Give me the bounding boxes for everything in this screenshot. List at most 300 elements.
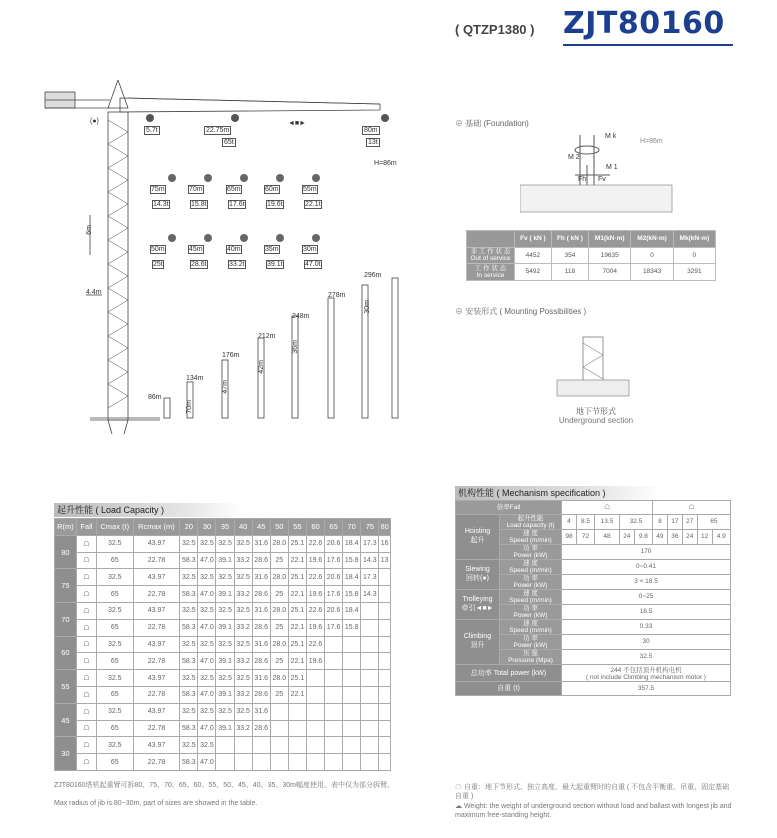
load-row — [55, 720, 391, 737]
load-col-header: R(m) — [55, 519, 77, 536]
section-42: 42m — [258, 360, 265, 374]
load-cell: 47.0 — [198, 586, 216, 603]
load-col-header: 50 — [270, 519, 288, 536]
cell: 13.5 — [595, 514, 620, 529]
hook-icon: ☖ — [76, 686, 96, 703]
power-label: 功 率 Power (kW) — [500, 544, 562, 559]
load-cell: 28.0 — [270, 636, 288, 653]
load-cell: 32.5 — [96, 535, 133, 552]
height-176: 176m — [222, 352, 240, 359]
jib-length: 70 — [55, 602, 77, 636]
col-header: M2(kN·m) — [631, 231, 673, 248]
load-cell — [288, 703, 306, 720]
load-cell — [379, 586, 391, 603]
load-cell — [379, 602, 391, 619]
load-cell — [270, 720, 288, 737]
fall-header: 倍率Fall — [456, 501, 562, 515]
load-cell: 25 — [270, 653, 288, 670]
hook-icon: ☖ — [76, 602, 96, 619]
load-cell — [361, 602, 379, 619]
load-footnote-en: Max radius of jib is 80~30m, part of sizes are showed in the table. — [54, 800, 258, 807]
load-cell: 65 — [96, 619, 133, 636]
load-cell: 13 — [379, 552, 391, 569]
hook-icon: ☖ — [76, 653, 96, 670]
load-cell: 33.2 — [234, 686, 252, 703]
load-cell — [325, 754, 343, 771]
cell: 32.5 — [619, 514, 652, 529]
cell: 19635 — [589, 247, 631, 264]
load-cell: 58.3 — [180, 619, 198, 636]
load-cell: 39.1 — [216, 686, 234, 703]
load-cell — [343, 754, 361, 771]
row-label: 非 工 作 状 态 Out of service — [467, 247, 515, 264]
title-underline — [563, 44, 733, 46]
load-cell: 32.5 — [96, 636, 133, 653]
load-cell — [343, 686, 361, 703]
cell: 24 — [619, 529, 634, 544]
load-cell: 28.6 — [252, 720, 270, 737]
load-cell: 47.0 — [198, 619, 216, 636]
cell: 4452 — [515, 247, 552, 264]
m2-label: M 2 — [568, 154, 580, 161]
load-cell: 58.3 — [180, 720, 198, 737]
cell: 49 — [652, 529, 667, 544]
jib-length: 55 — [55, 670, 77, 704]
load-cell: 65 — [96, 552, 133, 569]
load-cell: 43.97 — [133, 535, 180, 552]
load-cell: 28.0 — [270, 569, 288, 586]
load-cell: 17.3 — [361, 569, 379, 586]
load-cell — [325, 686, 343, 703]
load-cell: 47.0 — [198, 720, 216, 737]
load-col-header: Cmax (t) — [96, 519, 133, 536]
load-cell: 19.6 — [306, 552, 324, 569]
load-cell — [270, 737, 288, 754]
height-86: 86m — [148, 394, 162, 401]
load-row — [55, 586, 391, 603]
section-30: 30m — [364, 300, 371, 314]
cell: 0 — [673, 247, 715, 264]
load-cell — [325, 737, 343, 754]
hook-icon: ☖ — [76, 703, 96, 720]
mechanism-title: 机构性能 ( Mechanism specification ) — [455, 486, 660, 500]
load-cap-label: 起升性能 Load capacity (t) — [500, 514, 562, 529]
load-cell: 32.5 — [216, 670, 234, 687]
hook-radius: 30m — [303, 246, 317, 253]
load-cell: 43.97 — [133, 670, 180, 687]
load-row — [55, 686, 391, 703]
load-cell: 43.97 — [133, 602, 180, 619]
load-cell: 22.1 — [288, 552, 306, 569]
cell: 18343 — [631, 264, 673, 281]
load-cell: 32.5 — [180, 703, 198, 720]
load-cell: 32.5 — [180, 569, 198, 586]
hook-load: 28.6t — [191, 261, 207, 268]
load-cell — [270, 703, 288, 720]
load-cell: 58.3 — [180, 754, 198, 771]
load-row — [55, 569, 391, 586]
hook-load: 33.2t — [229, 261, 245, 268]
load-cell: 17.3 — [361, 535, 379, 552]
cell: 0.33 — [562, 619, 731, 634]
load-cell: 47.0 — [198, 754, 216, 771]
load-cell — [343, 653, 361, 670]
load-cell: 18.4 — [343, 535, 361, 552]
cell: 36 — [667, 529, 682, 544]
power-label: 功 率 Power (kW) — [500, 604, 562, 619]
load-col-header: Rcmax (m) — [133, 519, 180, 536]
load-cell: 32.5 — [234, 636, 252, 653]
load-cell: 32.5 — [216, 602, 234, 619]
load-cell — [325, 670, 343, 687]
load-cell: 39.1 — [216, 586, 234, 603]
load-cell: 58.3 — [180, 552, 198, 569]
load-cell: 22.1 — [288, 653, 306, 670]
load-cell: 22.6 — [306, 535, 324, 552]
model-subtitle: ( QTZP1380 ) — [455, 22, 535, 37]
hook-row-2 — [150, 245, 350, 275]
hook-icon: ☖ — [76, 737, 96, 754]
load-cell: 22.78 — [133, 586, 180, 603]
hook-icon: ☖ — [76, 535, 96, 552]
load-cell: 19.6 — [306, 619, 324, 636]
load-cell: 32.5 — [234, 703, 252, 720]
load-cell — [252, 754, 270, 771]
load-cell — [379, 720, 391, 737]
weight-note-cn: ☁ 自重：地下节形式、独立高度、最大起重臂时的自重 ( 不包含平衡重、吊重、固定基础自重 ) — [455, 784, 730, 800]
load-col-header: 45 — [252, 519, 270, 536]
cell: 72 — [576, 529, 594, 544]
load-cell — [379, 703, 391, 720]
cell: 32.5 — [562, 649, 731, 664]
load-cell — [270, 754, 288, 771]
load-cell: 43.97 — [133, 636, 180, 653]
load-cell: 25 — [270, 619, 288, 636]
mk-label: M k — [605, 133, 617, 140]
load-cell: 22.6 — [306, 569, 324, 586]
hook-radius: 35m — [265, 246, 279, 253]
hoisting-label: Hoisting 起升 — [456, 514, 500, 559]
climbing-label: Climbing 顶升 — [456, 619, 500, 664]
load-cell — [379, 737, 391, 754]
load-cell: 32.5 — [198, 535, 216, 552]
load-cell: 22.1 — [288, 586, 306, 603]
cell: 5492 — [515, 264, 552, 281]
col-header: Mk(kN·m) — [673, 231, 715, 248]
load-cell: 39.1 — [216, 552, 234, 569]
load-cell: 43.97 — [133, 703, 180, 720]
load-cell: 65 — [96, 720, 133, 737]
height-248: 248m — [292, 313, 310, 320]
load-cell — [361, 737, 379, 754]
cell: 8.5 — [576, 514, 594, 529]
load-cell: 25 — [270, 552, 288, 569]
load-cell: 22.6 — [306, 602, 324, 619]
cell: 3291 — [673, 264, 715, 281]
load-col-header: Fall — [76, 519, 96, 536]
load-cell: 32.5 — [234, 535, 252, 552]
load-col-header: 20 — [180, 519, 198, 536]
load-col-header: 30 — [198, 519, 216, 536]
load-cell — [306, 754, 324, 771]
hook-icon: ☖ — [76, 569, 96, 586]
fall-b: ☖ — [652, 501, 730, 515]
jib-length: 60 — [55, 636, 77, 670]
top-load-2: 65t — [224, 139, 234, 146]
load-cell: 32.5 — [216, 569, 234, 586]
load-cell — [379, 653, 391, 670]
cell: 0~0.41 — [562, 559, 731, 574]
load-col-header: 40 — [234, 519, 252, 536]
load-cell: 31.6 — [252, 535, 270, 552]
load-cell: 32.5 — [180, 636, 198, 653]
load-cell: 32.5 — [180, 602, 198, 619]
load-cell: 32.5 — [96, 602, 133, 619]
load-cell: 32.5 — [198, 569, 216, 586]
load-cell — [252, 737, 270, 754]
jib-length: 30 — [55, 737, 77, 771]
hook-radius: 60m — [265, 186, 279, 193]
load-row — [55, 535, 391, 552]
height-278: 278m — [328, 292, 346, 299]
hook-radius: 55m — [303, 186, 317, 193]
weight-note-en: ☁ Weight: the weight of underground section without load and ballast with longest jib and maximum free-standing height. — [455, 803, 732, 819]
load-cell — [379, 636, 391, 653]
load-cell: 65 — [96, 686, 133, 703]
load-cell: 20.6 — [325, 569, 343, 586]
load-cell: 28.6 — [252, 552, 270, 569]
hook-radius: 40m — [227, 246, 241, 253]
load-cell: 39.1 — [216, 619, 234, 636]
load-cell: 14.3 — [361, 586, 379, 603]
load-cell — [343, 703, 361, 720]
load-cell — [234, 754, 252, 771]
load-row — [55, 636, 391, 653]
hook-radius: 65m — [227, 186, 241, 193]
cell: 3 × 18.5 — [562, 574, 731, 589]
load-cell: 33.2 — [234, 720, 252, 737]
top-radius-2: 22.75m — [206, 127, 230, 134]
load-cell: 33.2 — [234, 552, 252, 569]
load-cell: 32.5 — [198, 636, 216, 653]
load-cell: 22.78 — [133, 686, 180, 703]
load-cell: 32.5 — [216, 535, 234, 552]
load-cell: 15.8 — [343, 586, 361, 603]
load-cell: 33.2 — [234, 586, 252, 603]
load-cell: 28.6 — [252, 653, 270, 670]
load-cell: 14.3 — [361, 552, 379, 569]
cell: 170 — [562, 544, 731, 559]
load-cell — [361, 636, 379, 653]
load-cell — [361, 754, 379, 771]
load-cell: 32.5 — [198, 670, 216, 687]
load-cell — [379, 619, 391, 636]
load-cell: 18.4 — [343, 569, 361, 586]
trolleying-label: Trolleying 牵引◄■► — [456, 589, 500, 619]
cell: 354 — [551, 247, 588, 264]
cell: 12 — [697, 529, 712, 544]
load-cell: 25.1 — [288, 602, 306, 619]
hook-radius: 45m — [189, 246, 203, 253]
load-cell: 32.5 — [198, 737, 216, 754]
load-cell: 18.4 — [343, 602, 361, 619]
load-cell: 39.1 — [216, 720, 234, 737]
cell: 4.9 — [712, 529, 730, 544]
cell: 0~25 — [562, 589, 731, 604]
load-cell — [288, 754, 306, 771]
load-cell: 32.5 — [198, 602, 216, 619]
cell: 65 — [697, 514, 730, 529]
load-cell — [306, 703, 324, 720]
load-cell: 22.6 — [306, 636, 324, 653]
load-cell: 17.6 — [325, 619, 343, 636]
pressure-label: 压 强 Pressure (Mpa) — [500, 649, 562, 664]
load-cell — [325, 720, 343, 737]
load-cell: 47.0 — [198, 686, 216, 703]
load-col-header: 60 — [306, 519, 324, 536]
load-cell: 32.5 — [96, 703, 133, 720]
load-cell — [306, 670, 324, 687]
load-cell — [343, 670, 361, 687]
load-cell: 28.0 — [270, 602, 288, 619]
fh-label: Fh — [578, 176, 587, 183]
mounting-caption-en: Underground section — [558, 416, 634, 425]
foundation-title: ⊕ 基础 (Foundation) — [455, 119, 529, 128]
foundation-height: H=86m — [640, 138, 663, 145]
load-cell: 43.97 — [133, 569, 180, 586]
section-70: 70m — [186, 400, 193, 414]
load-cell — [343, 737, 361, 754]
load-cell: 15.8 — [343, 619, 361, 636]
weight-label: 自重 (t) — [456, 681, 562, 695]
load-cell — [306, 720, 324, 737]
load-cell — [325, 653, 343, 670]
model-title: ZJT80160 — [563, 6, 725, 41]
load-cell: 32.5 — [234, 670, 252, 687]
trolley-symbol: ◄■► — [288, 120, 307, 127]
load-cell — [343, 720, 361, 737]
load-row — [55, 619, 391, 636]
load-cell — [216, 737, 234, 754]
load-cell — [343, 636, 361, 653]
hook-icon: ☖ — [76, 670, 96, 687]
load-cell — [216, 754, 234, 771]
cell: 18.5 — [562, 604, 731, 619]
load-cell: 28.6 — [252, 686, 270, 703]
hook-icon: ☖ — [76, 586, 96, 603]
jib-length: 80 — [55, 535, 77, 569]
load-cell: 32.5 — [180, 670, 198, 687]
load-row — [55, 670, 391, 687]
load-col-header: 65 — [325, 519, 343, 536]
load-row — [55, 552, 391, 569]
hook-load: 47.0t — [305, 261, 321, 268]
cell: 8 — [652, 514, 667, 529]
load-cell: 25 — [270, 686, 288, 703]
load-cell — [361, 686, 379, 703]
load-cell: 58.3 — [180, 686, 198, 703]
hook-icon: ☖ — [76, 619, 96, 636]
load-cell: 32.5 — [96, 737, 133, 754]
load-cell: 65 — [96, 653, 133, 670]
cell: 9.8 — [634, 529, 652, 544]
load-cell — [379, 569, 391, 586]
height-296: 296m — [364, 272, 382, 279]
load-cell — [361, 653, 379, 670]
height-134: 134m — [186, 375, 204, 382]
load-cell: 32.5 — [96, 670, 133, 687]
load-cell: 22.1 — [288, 686, 306, 703]
cell: 4 — [562, 514, 577, 529]
load-cell — [379, 670, 391, 687]
load-capacity-table — [54, 518, 391, 771]
load-cell: 32.5 — [96, 569, 133, 586]
section-47: 47m — [222, 380, 229, 394]
load-row — [55, 602, 391, 619]
load-cell: 19.6 — [306, 586, 324, 603]
top-load-3: 13t — [368, 139, 378, 146]
load-cell: 16 — [379, 535, 391, 552]
load-cell: 28.6 — [252, 619, 270, 636]
power-label: 功 率 Power (kW) — [500, 574, 562, 589]
load-col-header: 75 — [361, 519, 379, 536]
jib-length: 45 — [55, 703, 77, 737]
jib-length: 75 — [55, 569, 77, 603]
load-capacity-title: 起升性能 ( Load Capacity ) — [54, 503, 244, 517]
load-cell: 22.78 — [133, 619, 180, 636]
load-cell: 20.6 — [325, 535, 343, 552]
cell: 27 — [682, 514, 697, 529]
load-footnote-cn: ZJT80160塔机起重臂可拆80、75、70、65、60、55、50、45、40、35、30m幅度使用。表中仅为部分拆臂。 — [54, 782, 394, 789]
load-cell: 32.5 — [216, 703, 234, 720]
load-cell: 25.1 — [288, 569, 306, 586]
load-cell — [361, 703, 379, 720]
col-header: M1(kN·m) — [589, 231, 631, 248]
cell: 24 — [682, 529, 697, 544]
load-cell: 22.78 — [133, 653, 180, 670]
load-cell: 32.5 — [180, 737, 198, 754]
load-col-header: 55 — [288, 519, 306, 536]
load-cell: 20.6 — [325, 602, 343, 619]
load-cell — [288, 737, 306, 754]
load-cell: 32.5 — [234, 602, 252, 619]
load-cell: 22.78 — [133, 754, 180, 771]
weight-value: 357.5 — [562, 681, 731, 695]
load-cell — [361, 720, 379, 737]
load-cell: 32.5 — [234, 569, 252, 586]
load-cell: 31.6 — [252, 636, 270, 653]
load-cell: 28.0 — [270, 670, 288, 687]
load-cell — [306, 737, 324, 754]
load-cell — [379, 754, 391, 771]
load-cell: 22.78 — [133, 720, 180, 737]
load-cell: 22.1 — [288, 619, 306, 636]
section-36: 36m — [292, 340, 299, 354]
m1-label: M 1 — [606, 164, 618, 171]
speed-label: 速 度 Speed (m/min) — [500, 529, 562, 544]
hook-load: 25t — [153, 261, 163, 268]
total-power-value: 244 不包括顶升机构电机 ( not include Climbing mechanism motor ) — [562, 664, 731, 681]
top-radius-3: 80m — [364, 127, 378, 134]
speed-label: 速 度 Speed (m/min) — [500, 619, 562, 634]
cell: 17 — [667, 514, 682, 529]
mounting-title: ⊕ 安装形式 ( Mounting Possibilities ) — [455, 307, 587, 316]
load-cell: 17.6 — [325, 552, 343, 569]
hook-load: 14.3t — [153, 201, 169, 208]
slewing-symbol: (●) — [90, 118, 99, 125]
load-cell: 43.97 — [133, 737, 180, 754]
load-cell — [379, 686, 391, 703]
